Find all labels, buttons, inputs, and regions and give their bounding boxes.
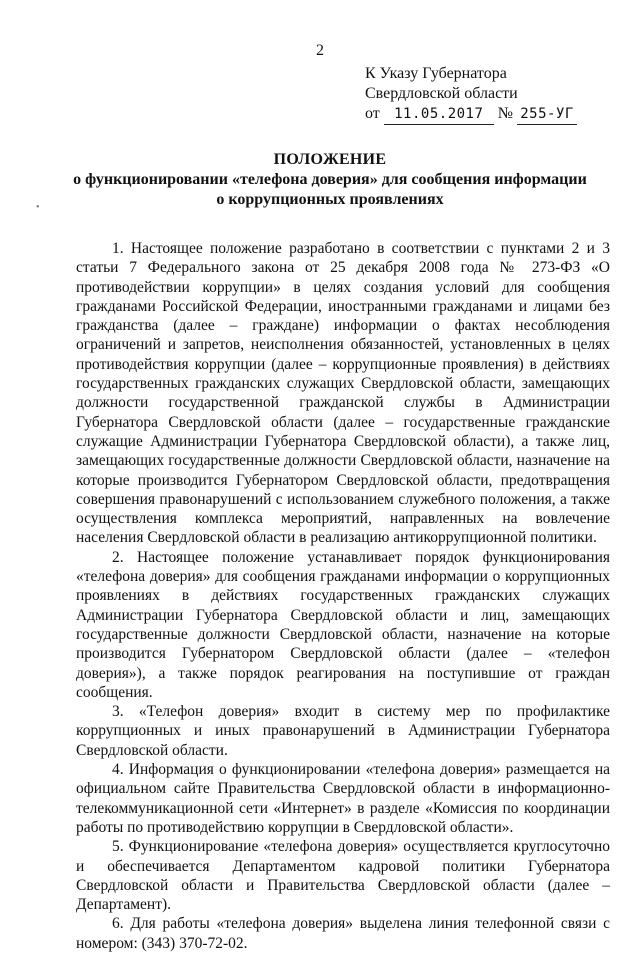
paragraph-4: 4. Информация о функционировании «телефона доверия» размещается на официальном сайте Правительства Свердловской области в информационно-телекоммуникационной сети «Интернет» в разделе «Комиссия по координации работы по противодействию коррупции в Свердловской области». [76,761,610,836]
document-title [40,150,620,210]
title-line-2: о коррупционных проявлениях [216,191,444,208]
approval-number-label: № [497,105,514,122]
approval-line-2: Свердловской области [365,85,518,102]
approval-from-label: от [365,105,380,122]
paragraph-5: 5. Функционирование «телефона доверия» осуществляется круглосуточно и обеспечивается Департаментом кадровой политики Губернатора Свердловской области и Правительства Свердловской области (далее – Департамент). [76,838,610,914]
title-line-1: о функционировании «телефона доверия» для сообщения информации [73,171,587,188]
approval-number: 255-УГ [517,104,577,125]
title-main: ПОЛОЖЕНИЕ [273,151,387,168]
page-number: 2 [316,42,324,59]
margin-mark: • [36,202,40,213]
approval-stamp [365,64,605,125]
approval-date: 11.05.2017 [384,104,494,125]
paragraph-3: 3. «Телефон доверия» входит в систему мер по профилактике коррупционных и иных правонарушений в Администрации Губернатора Свердловской области. [76,703,610,759]
document-body [76,239,610,953]
approval-date-line [365,104,605,125]
approval-line-1: К Указу Губернатора [365,65,507,82]
paragraph-1: 1. Настоящее положение разработано в соответствии с пунктами 2 и 3 статьи 7 Федерального закона от 25 декабря 2008 года № 273-ФЗ «О противодействии коррупции» в целях создания условий для сообщения гражданами Российской Федерации, иностранными гражданами и лицами без гражданства (далее – граждане) информации о фактах несоблюдения ограничений и запретов, неисполнения обязанностей, установленных в целях противодействия коррупции (далее – коррупционные проявления) в действиях государственных гражданских служащих Свердловской области, замещающих должности государственной гражданской службы в Администрации Губернатора Свердловской области (далее – государственные гражданские служащие Администрации Губернатора Свердловской области), а также лиц, замещающих государственные должности Свердловской области, назначение на которые производится Губернатором Свердловской области, предотвращения совершения правонарушений с использованием служебного положения, а также осуществления комплекса мероприятий, направленных на вовлечение населения Свердловской области в реализацию антикоррупционной политики. [76,240,610,547]
paragraph-2: 2. Настоящее положение устанавливает порядок функционирования «телефона доверия» для сообщения гражданами информации о коррупционных проявлениях в действиях государственных гражданских служащих Администрации Губернатора Свердловской области и лиц, замещающих государственные должности Свердловской области, назначение на которые производится Губернатором Свердловской области (далее – «телефон доверия»), а также порядок реагирования на поступившие от граждан сообщения. [76,548,610,701]
paragraph-6: 6. Для работы «телефона доверия» выделена линия телефонной связи с номером: (343) 370-72-02. [76,915,610,952]
